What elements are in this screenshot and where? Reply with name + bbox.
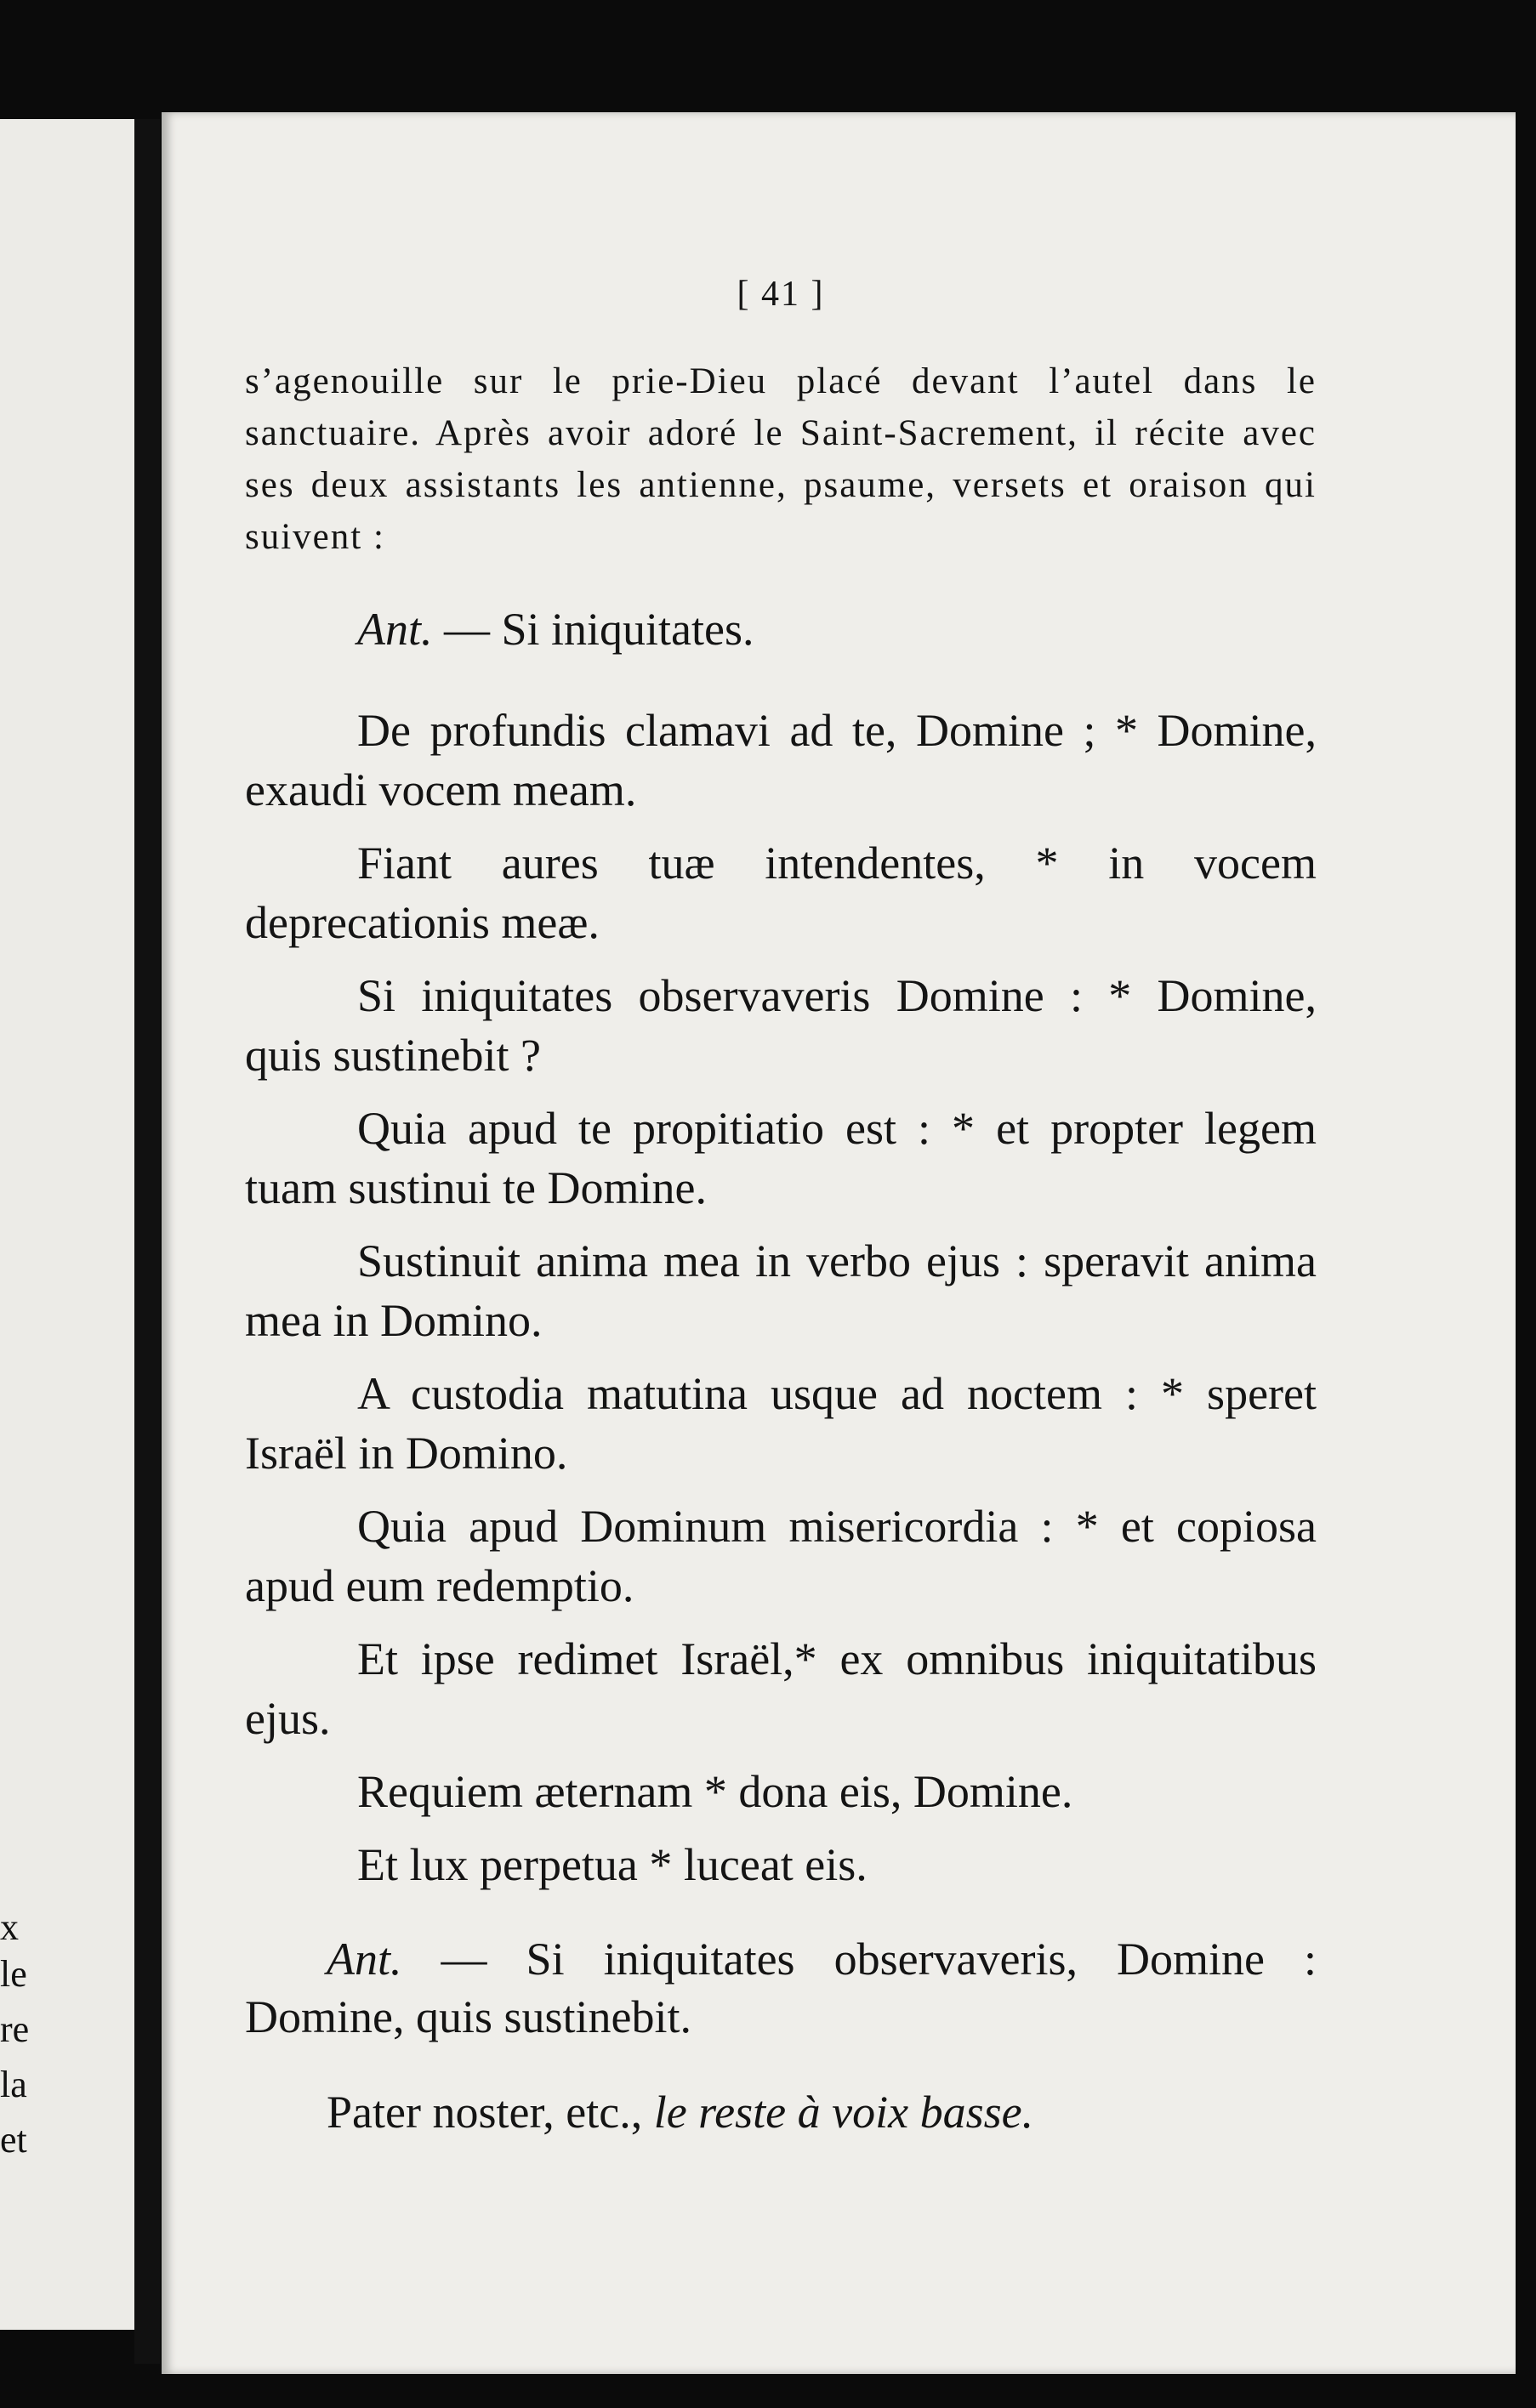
- psalm-verse: Sustinuit anima mea in verbo ejus : speravit anima mea in Domino.: [245, 1235, 1317, 1346]
- psalm-verse: Et lux perpetua * luceat eis.: [357, 1839, 868, 1890]
- psalm-verse: A custodia matutina usque ad noctem : * speret Israël in Domino.: [245, 1368, 1317, 1479]
- psalm-verse: Fiant aures tuæ intendentes, * in vocem deprecationis meæ.: [245, 838, 1317, 948]
- left-page-fragment: et: [0, 2119, 27, 2161]
- opening-antiphon: [245, 600, 1317, 658]
- rubric-paragraph: s’agenouille sur le prie-Dieu placé devant l’autel dans le sanctuaire. Après avoir adoré le Saint-Sacrement, il récite avec ses deux assistants les antienne, psaume, versets et oraison qui suivent :: [245, 361, 1317, 557]
- left-page-fragment: le: [0, 1953, 27, 1995]
- antiphon-label: Ant.: [327, 1934, 402, 1985]
- left-page-fragment: x: [0, 1906, 19, 1948]
- pater-noster-text: Pater noster, etc.,: [327, 2087, 654, 2138]
- page-text-block: [245, 274, 1317, 2141]
- left-page-fragment: re: [0, 2008, 30, 2050]
- psalm-verse: De profundis clamavi ad te, Domine ; * Domine, exaudi vocem meam.: [245, 705, 1317, 815]
- left-page-fragment: la: [0, 2064, 27, 2105]
- left-page-edge: [0, 119, 134, 2330]
- page-number: [ 41 ]: [737, 275, 825, 314]
- psalm-verse: Requiem æternam * dona eis, Domine.: [357, 1766, 1073, 1817]
- antiphon-text: — Si iniquitates observaveris, Domine : Domine, quis sustinebit.: [245, 1934, 1317, 2042]
- psalm-verse: Quia apud te propitiatio est : * et propter legem tuam sustinui te Domine.: [245, 1103, 1317, 1213]
- antiphon-text: — Si iniquitates.: [432, 604, 754, 655]
- psalm-verse: Quia apud Dominum misericordia : * et copiosa apud eum redemptio.: [245, 1501, 1317, 1611]
- right-page: [162, 112, 1516, 2374]
- low-voice-instruction: le reste à voix basse.: [653, 2087, 1034, 2138]
- closing-antiphon: [245, 1930, 1317, 2046]
- book-gutter: [134, 119, 160, 2364]
- antiphon-label: Ant.: [357, 604, 433, 655]
- psalm-verses: [245, 701, 1317, 1894]
- psalm-verse: Si iniquitates observaveris Domine : * Domine, quis sustinebit ?: [245, 970, 1317, 1081]
- closing-line: [245, 2083, 1317, 2141]
- psalm-verse: Et ipse redimet Israël,* ex omnibus iniquitatibus ejus.: [245, 1633, 1317, 1744]
